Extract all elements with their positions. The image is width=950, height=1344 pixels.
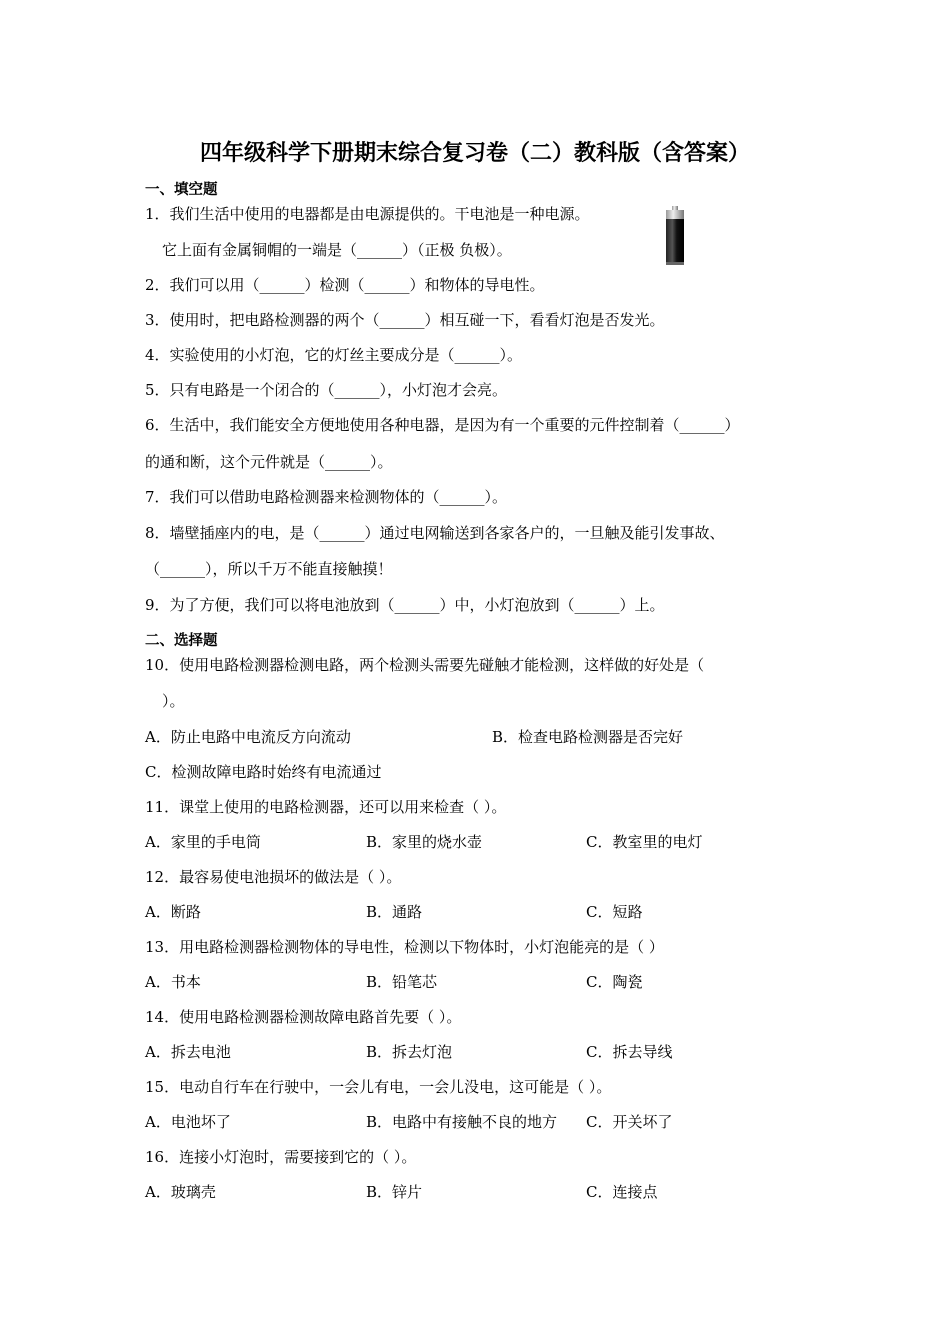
question-11-option-c: C．教室里的电灯 xyxy=(586,833,703,851)
question-16-option-c: C．连接点 xyxy=(586,1183,658,1201)
question-5: 5．只有电路是一个闭合的（______），小灯泡才会亮。 xyxy=(145,381,508,399)
question-16: 16．连接小灯泡时，需要接到它的（ ）。 xyxy=(145,1148,417,1166)
question-14-option-c: C．拆去导线 xyxy=(586,1043,673,1061)
question-6-line-1: 6．生活中，我们能安全方便地使用各种电器，是因为有一个重要的元件控制着（______） xyxy=(145,416,740,434)
question-13-option-c: C．陶瓷 xyxy=(586,973,643,991)
question-10-option-c: C．检测故障电路时始终有电流通过 xyxy=(145,763,382,781)
question-12-option-a: A．断路 xyxy=(145,903,201,921)
section-fill-in: 一、填空题 xyxy=(145,182,218,198)
question-13-option-a: A．书本 xyxy=(145,973,201,991)
question-10-option-b: B．检查电路检测器是否完好 xyxy=(492,728,684,746)
question-12: 12．最容易使电池损坏的做法是（ ）。 xyxy=(145,868,402,886)
question-15-option-a: A．电池坏了 xyxy=(145,1113,231,1131)
question-8-line-2: （______），所以千万不能直接触摸！ xyxy=(145,560,393,578)
question-2: 2．我们可以用（______）检测（______）和物体的导电性。 xyxy=(145,276,545,294)
question-1-line-1: 1．我们生活中使用的电器都是由电源提供的。干电池是一种电源。 xyxy=(145,205,590,223)
question-11-option-a: A．家里的手电筒 xyxy=(145,833,261,851)
question-13: 13．用电路检测器检测物体的导电性，检测以下物体时，小灯泡能亮的是（ ） xyxy=(145,938,664,956)
question-12-option-c: C．短路 xyxy=(586,903,643,921)
section-choice: 二、选择题 xyxy=(145,633,218,649)
question-12-option-b: B．通路 xyxy=(366,903,423,921)
question-7: 7．我们可以借助电路检测器来检测物体的（______）。 xyxy=(145,488,508,506)
page-title: 四年级科学下册期末综合复习卷（二）教科版（含答案） xyxy=(199,141,750,166)
question-15-option-c: C．开关坏了 xyxy=(586,1113,673,1131)
question-16-option-a: A．玻璃壳 xyxy=(145,1183,216,1201)
question-10-line-1: 10．使用电路检测器检测电路，两个检测头需要先碰触才能检测，这样做的好处是（ xyxy=(145,656,705,674)
question-14-option-a: A．拆去电池 xyxy=(145,1043,231,1061)
question-11: 11．课堂上使用的电路检测器，还可以用来检查（ ）。 xyxy=(145,798,507,816)
question-8-line-1: 8．墙壁插座内的电，是（______）通过电网输送到各家各户的，一旦触及能引发事故、 xyxy=(145,524,725,542)
question-15: 15．电动自行车在行驶中，一会儿有电，一会儿没电，这可能是（ ）。 xyxy=(145,1078,612,1096)
question-4: 4．实验使用的小灯泡，它的灯丝主要成分是（______）。 xyxy=(145,346,523,364)
question-10-line-2: ）。 xyxy=(162,692,185,710)
question-3: 3．使用时，把电路检测器的两个（______）相互碰一下，看看灯泡是否发光。 xyxy=(145,311,665,329)
question-14: 14．使用电路检测器检测故障电路首先要（ ）。 xyxy=(145,1008,462,1026)
question-16-option-b: B．锌片 xyxy=(366,1183,423,1201)
question-10-option-a: A．防止电路中电流反方向流动 xyxy=(145,728,351,746)
question-11-option-b: B．家里的烧水壶 xyxy=(366,833,483,851)
question-14-option-b: B．拆去灯泡 xyxy=(366,1043,453,1061)
battery-image xyxy=(664,206,686,266)
question-13-option-b: B．铅笔芯 xyxy=(366,973,438,991)
question-15-option-b: B．电路中有接触不良的地方 xyxy=(366,1113,558,1131)
question-6-line-2: 的通和断，这个元件就是（______）。 xyxy=(145,453,393,471)
question-1-line-2: 它上面有金属铜帽的一端是（______）（正极 负极）。 xyxy=(162,241,512,259)
question-9: 9．为了方便，我们可以将电池放到（______）中，小灯泡放到（______）上。 xyxy=(145,596,665,614)
